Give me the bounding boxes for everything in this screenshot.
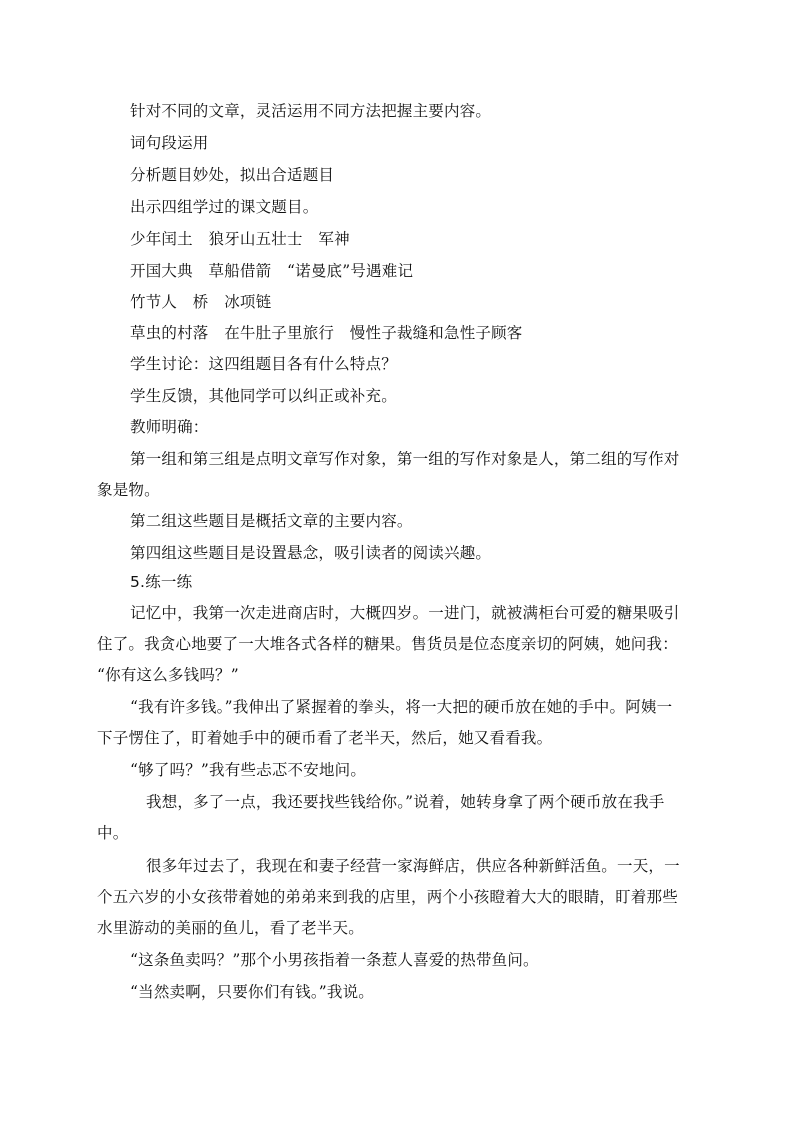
paragraph-10: 学生反馈，其他同学可以纠正或补充。	[130, 387, 397, 405]
story-para-4-line-1: 我想，多了一点，我还要找些钱给你。”说着，她转身拿了两个硬币放在我手	[146, 793, 665, 811]
title-group-3: 竹节人 桥 冰项链	[130, 293, 272, 311]
section-heading: 词句段运用	[130, 134, 209, 152]
story-para-5-line-2: 个五六岁的小女孩带着她的弟弟来到我的店里，两个小孩瞪着大大的眼睛，盯着那些	[97, 888, 678, 906]
paragraph-12-line-1: 第一组和第三组是点明文章写作对象，第一组的写作对象是人，第二组的写作对	[130, 450, 680, 468]
paragraph-14: 第四组这些题目是设置悬念，吸引读者的阅读兴趣。	[130, 544, 492, 562]
story-para-4-line-2: 中。	[97, 824, 129, 842]
paragraph-11: 教师明确：	[130, 418, 209, 436]
paragraph-9: 学生讨论：这四组题目各有什么特点？	[130, 355, 397, 373]
paragraph-1: 针对不同的文章，灵活运用不同方法把握主要内容。	[130, 102, 492, 120]
paragraph-4: 出示四组学过的课文题目。	[130, 198, 319, 216]
story-para-5-line-3: 水里游动的美丽的鱼儿，看了老半天。	[97, 919, 364, 937]
story-para-1-line-2: 住了。我贪心地要了一大堆各式各样的糖果。售货员是位态度亲切的阿姨，她问我：	[97, 635, 678, 653]
story-para-1-line-3: “你有这么多钱吗？”	[97, 666, 239, 684]
paragraph-3: 分析题目妙处，拟出合适题目	[130, 166, 335, 184]
title-group-2: 开国大典 草船借箭 “诺曼底”号遇难记	[130, 262, 414, 280]
exercise-heading: 5.练一练	[130, 573, 193, 591]
paragraph-12-line-2: 象是物。	[97, 481, 160, 499]
title-group-4: 草虫的村落 在牛肚子里旅行 慢性子裁缝和急性子顾客	[130, 324, 523, 342]
story-para-2-line-1: “我有许多钱。”我伸出了紧握着的拳头，将一大把的硬币放在她的手中。阿姨一	[130, 698, 673, 716]
title-group-1: 少年闰土 狼牙山五壮士 军神	[130, 230, 350, 248]
story-para-5-line-1: 很多年过去了，我现在和妻子经营一家海鲜店，供应各种新鲜活鱼。一天，一	[146, 857, 680, 875]
paragraph-13: 第二组这些题目是概括文章的主要内容。	[130, 512, 413, 530]
story-para-6: “这条鱼卖吗？”那个小男孩指着一条惹人喜爱的热带鱼问。	[130, 951, 539, 969]
story-para-2-line-2: 下子愣住了，盯着她手中的硬币看了老半天，然后，她又看看我。	[97, 729, 553, 747]
story-para-3: “够了吗？”我有些忐忑不安地问。	[130, 761, 367, 779]
story-para-7: “当然卖啊，只要你们有钱。”我说。	[130, 983, 374, 1001]
story-para-1-line-1: 记忆中，我第一次走进商店时，大概四岁。一进门，就被满柜台可爱的糖果吸引	[130, 604, 680, 622]
